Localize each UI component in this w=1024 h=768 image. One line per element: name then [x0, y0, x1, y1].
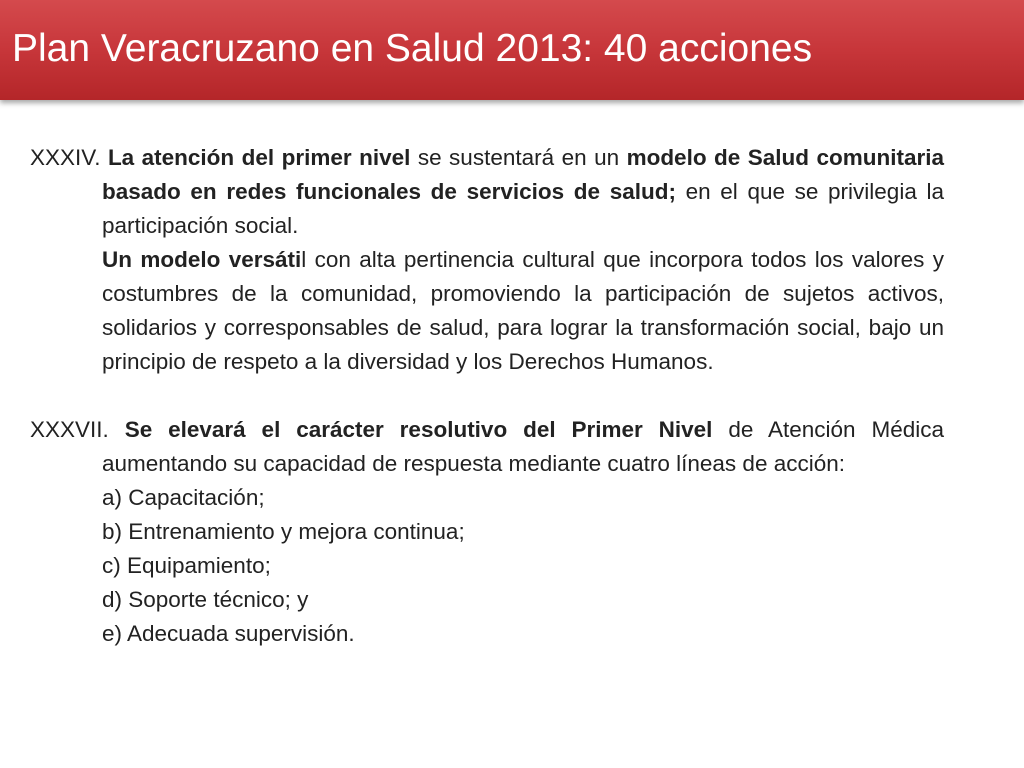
slide-content: [30, 141, 944, 651]
item-xxxiv-text-3: l con alta pertinencia cultural que incorpora todos los valores y costumbres de la comunidad, promoviendo la participación de sujetos activos, solidarios y corresponsables de salud, para lograr la transformación social, bajo un principio de respeto a la diversidad y los Derechos Humanos.: [102, 247, 944, 374]
item-xxxiv-bold-2: modelo de Salud comunitaria basado en redes funcionales de servicios de salud;: [102, 145, 944, 204]
item-xxxiv-number: XXXIV.: [30, 145, 101, 170]
title-bar: [0, 0, 1024, 100]
item-xxxiv-text-1: se sustentará en un: [410, 145, 627, 170]
item-xxxvii-paragraph: [30, 413, 944, 481]
item-xxxvii-bold: Se elevará el carácter resolutivo del Primer Nivel: [124, 417, 713, 442]
item-xxxvii-text: de Atención Médica aumentando su capacidad de respuesta mediante cuatro líneas de acción:: [102, 417, 944, 476]
action-line-a: a) Capacitación;: [102, 485, 265, 510]
item-xxxiv-bold-1: La atención del primer nivel: [107, 145, 411, 170]
item-xxxiv-bold-3: Un modelo versáti: [102, 247, 302, 272]
action-line-e: e) Adecuada supervisión.: [102, 621, 355, 646]
action-line-b: b) Entrenamiento y mejora continua;: [102, 519, 465, 544]
item-xxxvii: [30, 413, 944, 651]
item-xxxiv-paragraph-1: [30, 141, 944, 243]
action-line-d: d) Soporte técnico; y: [102, 587, 309, 612]
paragraph-spacer: [30, 379, 944, 413]
item-xxxiv: [30, 141, 944, 379]
item-xxxiv-text-2: en el que se privilegia la participación social.: [102, 179, 944, 238]
item-xxxiv-paragraph-2: [102, 243, 944, 379]
item-xxxvii-number: XXXVII.: [30, 417, 109, 442]
action-line-c: c) Equipamiento;: [102, 553, 271, 578]
slide-title: Plan Veracruzano en Salud 2013: 40 acciones: [12, 27, 813, 70]
